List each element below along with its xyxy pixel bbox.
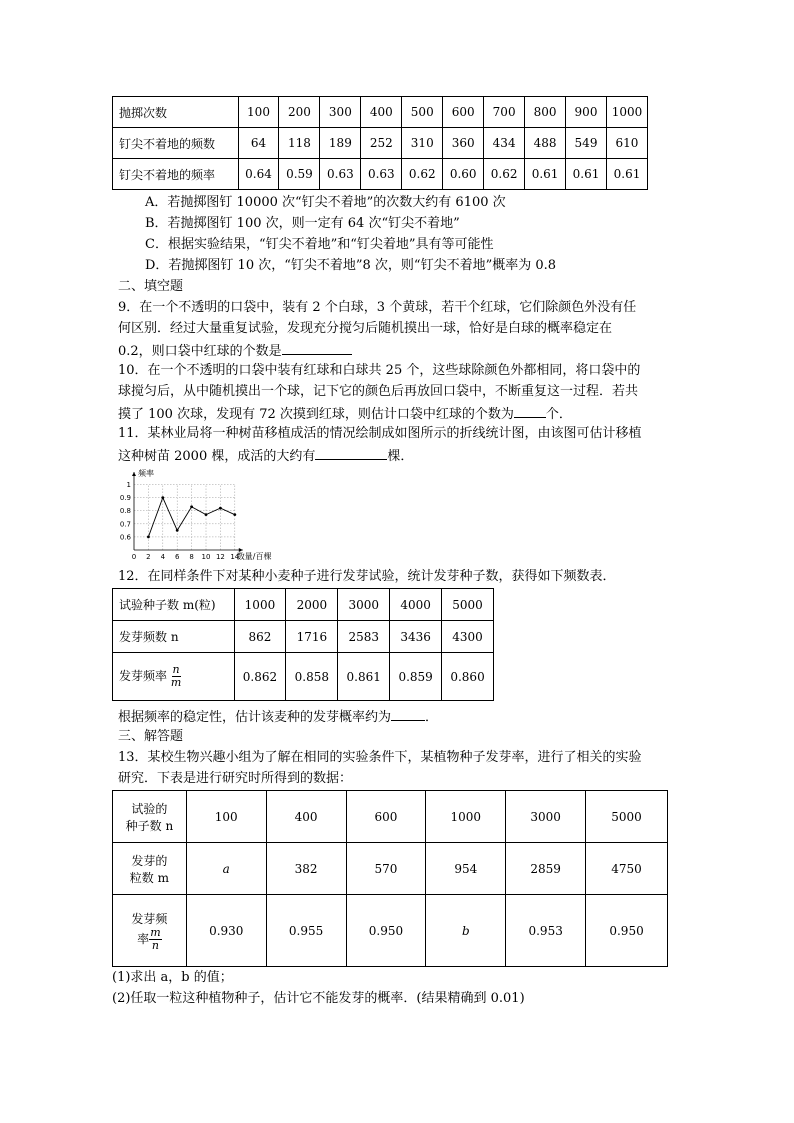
option-b: B．若抛掷图钉 100 次，则一定有 64 次“钉尖不着地” xyxy=(145,216,460,231)
cell: 2000 xyxy=(286,589,338,621)
cell: a xyxy=(186,843,266,895)
survival-line-chart xyxy=(112,466,282,562)
table-throws xyxy=(112,96,648,190)
q13-sub1: (1)求出 a，b 的值； xyxy=(112,970,233,985)
row-label: 钉尖不着地的频数 xyxy=(113,128,239,159)
cell: 0.64 xyxy=(238,159,279,190)
cell: 0.63 xyxy=(361,159,402,190)
q11-line2: 这种树苗 2000 棵，成活的大约有 棵． xyxy=(118,445,413,467)
cell: 4300 xyxy=(442,621,494,653)
cell: 0.59 xyxy=(279,159,320,190)
y-tick-label: 1 xyxy=(126,481,131,490)
row-label: 发芽的 粒数 m xyxy=(113,843,187,895)
fraction: $\frac{m}{n}$ xyxy=(150,925,161,952)
y-axis-arrow xyxy=(132,472,136,476)
cell: 0.861 xyxy=(338,653,390,701)
y-tick-label: 0.9 xyxy=(119,494,131,503)
x-tick-label: 12 xyxy=(215,553,225,561)
option-a: A．若抛掷图钉 10000 次“钉尖不着地”的次数大约有 6100 次 xyxy=(145,195,506,210)
cell: 549 xyxy=(566,128,607,159)
cell: 0.62 xyxy=(484,159,525,190)
cell: 382 xyxy=(266,843,346,895)
cell: 862 xyxy=(234,621,286,653)
cell: 0.61 xyxy=(566,159,607,190)
cell: 118 xyxy=(279,128,320,159)
cell: 400 xyxy=(361,97,402,128)
q13-sub2: (2)任取一粒这种植物种子，估计它不能发芽的概率．(结果精确到 0.01) xyxy=(112,991,525,1006)
cell: 570 xyxy=(346,843,426,895)
cell: 64 xyxy=(238,128,279,159)
cell: 252 xyxy=(361,128,402,159)
section-heading-answer: 三、解答题 xyxy=(118,729,184,744)
row-label: 钉尖不着地的频率 xyxy=(113,159,239,190)
q10-line3: 摸了 100 次球，发现有 72 次摸到红球，则估计口袋中红球的个数为 个． xyxy=(118,403,572,425)
cell: 0.950 xyxy=(346,895,426,967)
q10-line2: 球搅匀后，从中随机摸出一个球，记下它的颜色后再放回口袋中，不断重复这一过程．若共 xyxy=(118,384,639,399)
x-axis-label: 数量/百棵 xyxy=(236,552,272,561)
row-label: 抛掷次数 xyxy=(113,97,239,128)
y-tick-label: 0.8 xyxy=(119,507,131,516)
cell: 189 xyxy=(320,128,361,159)
cell: 3436 xyxy=(390,621,442,653)
data-point xyxy=(161,496,164,499)
cell: 1000 xyxy=(606,97,647,128)
data-point xyxy=(205,513,208,516)
cell: 5000 xyxy=(586,791,668,843)
cell: 500 xyxy=(402,97,443,128)
data-point xyxy=(147,536,150,539)
y-tick-label: 0.6 xyxy=(119,533,131,542)
cell: 360 xyxy=(443,128,484,159)
cell: 300 xyxy=(320,97,361,128)
cell: 0.955 xyxy=(266,895,346,967)
cell: 1000 xyxy=(234,589,286,621)
option-c: C．根据实验结果，“钉尖不着地”和“钉尖着地”具有等可能性 xyxy=(145,237,494,252)
cell: 700 xyxy=(484,97,525,128)
cell: 3000 xyxy=(338,589,390,621)
cell: 0.61 xyxy=(606,159,647,190)
x-tick-label: 0 xyxy=(131,553,137,561)
x-tick-label: 10 xyxy=(201,553,211,561)
row-label: 试验种子数 m(粒) xyxy=(113,589,235,621)
cell: 0.858 xyxy=(286,653,338,701)
q9-line1: 9．在一个不透明的口袋中，装有 2 个白球，3 个黄球，若干个红球，它们除颜色外没有任 xyxy=(118,300,637,315)
x-tick-label: 8 xyxy=(189,553,194,561)
cell: 400 xyxy=(266,791,346,843)
table-wheat xyxy=(112,588,494,701)
table-row xyxy=(113,97,648,128)
q10-line1: 10．在一个不透明的口袋中装有红球和白球共 25 个，这些球除颜色外都相同，将口袋中的 xyxy=(118,363,641,378)
cell: 4000 xyxy=(390,589,442,621)
y-axis-label: 频率 xyxy=(138,469,154,478)
cell: 2583 xyxy=(338,621,390,653)
data-point xyxy=(176,529,179,532)
data-point xyxy=(233,513,236,516)
cell: 600 xyxy=(443,97,484,128)
cell: 3000 xyxy=(506,791,586,843)
row-label: 发芽频率 $\frac{n}{m}$ xyxy=(113,653,235,701)
q9-line3: 0.2，则口袋中红球的个数是 xyxy=(118,340,352,362)
y-tick-label: 0.7 xyxy=(119,520,131,529)
cell: 0.860 xyxy=(442,653,494,701)
x-tick-label: 14 xyxy=(230,553,240,561)
q11-line1: 11．某林业局将一种树苗移植成活的情况绘制成如图所示的折线统计图，由该图可估计移植 xyxy=(118,426,642,441)
row-label: 试验的 种子数 n xyxy=(113,791,187,843)
cell: 100 xyxy=(186,791,266,843)
cell: 200 xyxy=(279,97,320,128)
x-tick-label: 2 xyxy=(146,553,151,561)
cell: 610 xyxy=(606,128,647,159)
x-tick-label: 6 xyxy=(174,553,180,561)
q9-line2: 何区别．经过大量重复试验，发现充分搅匀后随机摸出一球，恰好是白球的概率稳定在 xyxy=(118,321,613,336)
cell: 0.859 xyxy=(390,653,442,701)
table-germination xyxy=(112,790,668,967)
data-point xyxy=(190,505,193,508)
q13-line1: 13．某校生物兴趣小组为了解在相同的实验条件下，某植物种子发芽率，进行了相关的实验 xyxy=(118,750,642,765)
row-label: 发芽频 率 $\frac{m}{n}$ xyxy=(113,895,187,967)
cell: 100 xyxy=(238,97,279,128)
table-row xyxy=(113,159,648,190)
q12-after: 根据频率的稳定性，估计该麦种的发芽概率约为 ． xyxy=(118,706,438,728)
cell: 800 xyxy=(525,97,566,128)
cell: b xyxy=(426,895,506,967)
table-row xyxy=(113,128,648,159)
x-tick-label: 4 xyxy=(160,553,166,561)
cell: 0.60 xyxy=(443,159,484,190)
cell: 434 xyxy=(484,128,525,159)
fraction: $\frac{n}{m}$ xyxy=(170,663,182,689)
cell: 488 xyxy=(525,128,566,159)
cell: 0.950 xyxy=(586,895,668,967)
q12-intro: 12．在同样条件下对某种小麦种子进行发芽试验，统计发芽种子数，获得如下频数表． xyxy=(118,569,616,584)
cell: 900 xyxy=(566,97,607,128)
cell: 954 xyxy=(426,843,506,895)
cell: 0.63 xyxy=(320,159,361,190)
cell: 0.953 xyxy=(506,895,586,967)
cell: 1000 xyxy=(426,791,506,843)
cell: 0.61 xyxy=(525,159,566,190)
cell: 0.930 xyxy=(186,895,266,967)
cell: 2859 xyxy=(506,843,586,895)
cell: 4750 xyxy=(586,843,668,895)
cell: 1716 xyxy=(286,621,338,653)
cell: 310 xyxy=(402,128,443,159)
cell: 5000 xyxy=(442,589,494,621)
row-label: 发芽频数 n xyxy=(113,621,235,653)
data-point xyxy=(219,507,222,510)
cell: 0.62 xyxy=(402,159,443,190)
cell: 600 xyxy=(346,791,426,843)
option-d: D．若抛掷图钉 10 次，“钉尖不着地”8 次，则“钉尖不着地”概率为 0.8 xyxy=(145,258,557,273)
section-heading-fill: 二、填空题 xyxy=(118,279,184,294)
q13-line2: 研究．下表是进行研究时所得到的数据： xyxy=(118,771,353,786)
cell: 0.862 xyxy=(234,653,286,701)
